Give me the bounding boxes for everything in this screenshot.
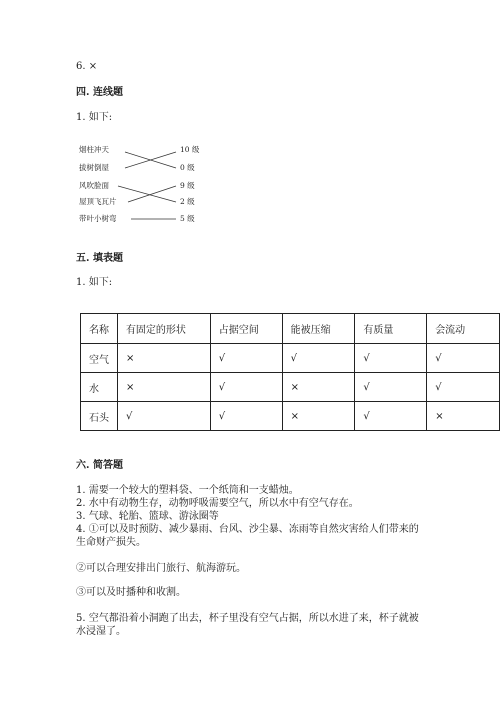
answer-line-5b: 水浸湿了。 <box>76 626 126 637</box>
table-header-cell: 占据空间 <box>210 314 282 344</box>
match-right-3: 9 级 <box>180 181 195 190</box>
table-row <box>81 344 500 373</box>
answer-line-4a: 4. ①可以及时预防、减少暴雨、台风、沙尘暴、冻雨等自然灾害给人们带来的 <box>76 524 419 535</box>
answer-line-2: 2. 水中有动物生存，动物呼吸需要空气，所以水中有空气存在。 <box>76 498 359 509</box>
section-4-title: 四. 连线题 <box>76 87 123 98</box>
answer-line-3: 3. 气球、轮胎、篮球、游泳圈等 <box>76 511 219 522</box>
match-left-2: 拔树倒屋 <box>79 163 109 172</box>
table-cell: √ <box>355 373 427 402</box>
section-5-answer: 1. 如下: <box>76 277 113 288</box>
match-left-3: 风吹脸面 <box>79 181 109 190</box>
table-cell: √ <box>117 402 210 431</box>
answer-line-4b: 生命财产损失。 <box>76 537 146 548</box>
table-header-cell: 名称 <box>81 314 118 344</box>
table-cell: √ <box>355 402 427 431</box>
answer-point-2: ②可以合理安排出门旅行、航海游玩。 <box>76 563 246 574</box>
table-cell: √ <box>210 373 282 402</box>
answer-line-1: 1. 需要一个较大的塑料袋、一个纸筒和一支蜡烛。 <box>76 485 299 496</box>
table-cell: 空气 <box>81 344 118 373</box>
table-cell: 水 <box>81 373 118 402</box>
table-cell: × <box>282 373 355 402</box>
table-row <box>81 402 500 431</box>
table-cell: 石头 <box>81 402 118 431</box>
match-line-3 <box>118 186 176 202</box>
table-header-cell: 有质量 <box>355 314 427 344</box>
table-cell: √ <box>210 402 282 431</box>
table-header-cell: 会流动 <box>427 314 500 344</box>
table-cell: √ <box>355 344 427 373</box>
match-left-4: 屋顶飞瓦片 <box>79 197 117 206</box>
section-6-title: 六. 简答题 <box>76 460 123 471</box>
match-left-5: 带叶小树弯 <box>79 214 117 223</box>
match-left-1: 烟柱冲天 <box>79 145 109 154</box>
table-cell: √ <box>282 344 355 373</box>
match-right-4: 2 级 <box>180 197 195 206</box>
table-header-row <box>81 314 500 344</box>
match-right-5: 5 级 <box>180 214 195 223</box>
match-right-2: 0 级 <box>180 163 195 172</box>
table-cell: × <box>282 402 355 431</box>
match-right-1: 10 级 <box>180 145 200 154</box>
properties-table <box>80 313 500 431</box>
section-4-answer: 1. 如下: <box>76 112 113 123</box>
table-header-cell: 有固定的形状 <box>117 314 210 344</box>
answer-item-6: 6. × <box>76 61 98 72</box>
section-5-title: 五. 填表题 <box>76 253 123 264</box>
table-row <box>81 373 500 402</box>
table-header-cell: 能被压缩 <box>282 314 355 344</box>
answer-point-3: ③可以及时播种和收割。 <box>76 587 186 598</box>
table-cell: √ <box>427 344 500 373</box>
table-cell: × <box>117 373 210 402</box>
table-cell: × <box>117 344 210 373</box>
table-cell: √ <box>210 344 282 373</box>
table-cell: √ <box>427 373 500 402</box>
table-cell: × <box>427 402 500 431</box>
answer-line-5a: 5. 空气都沿着小洞跑了出去，杯子里没有空气占据，所以水进了来，杯子就被 <box>76 613 419 624</box>
